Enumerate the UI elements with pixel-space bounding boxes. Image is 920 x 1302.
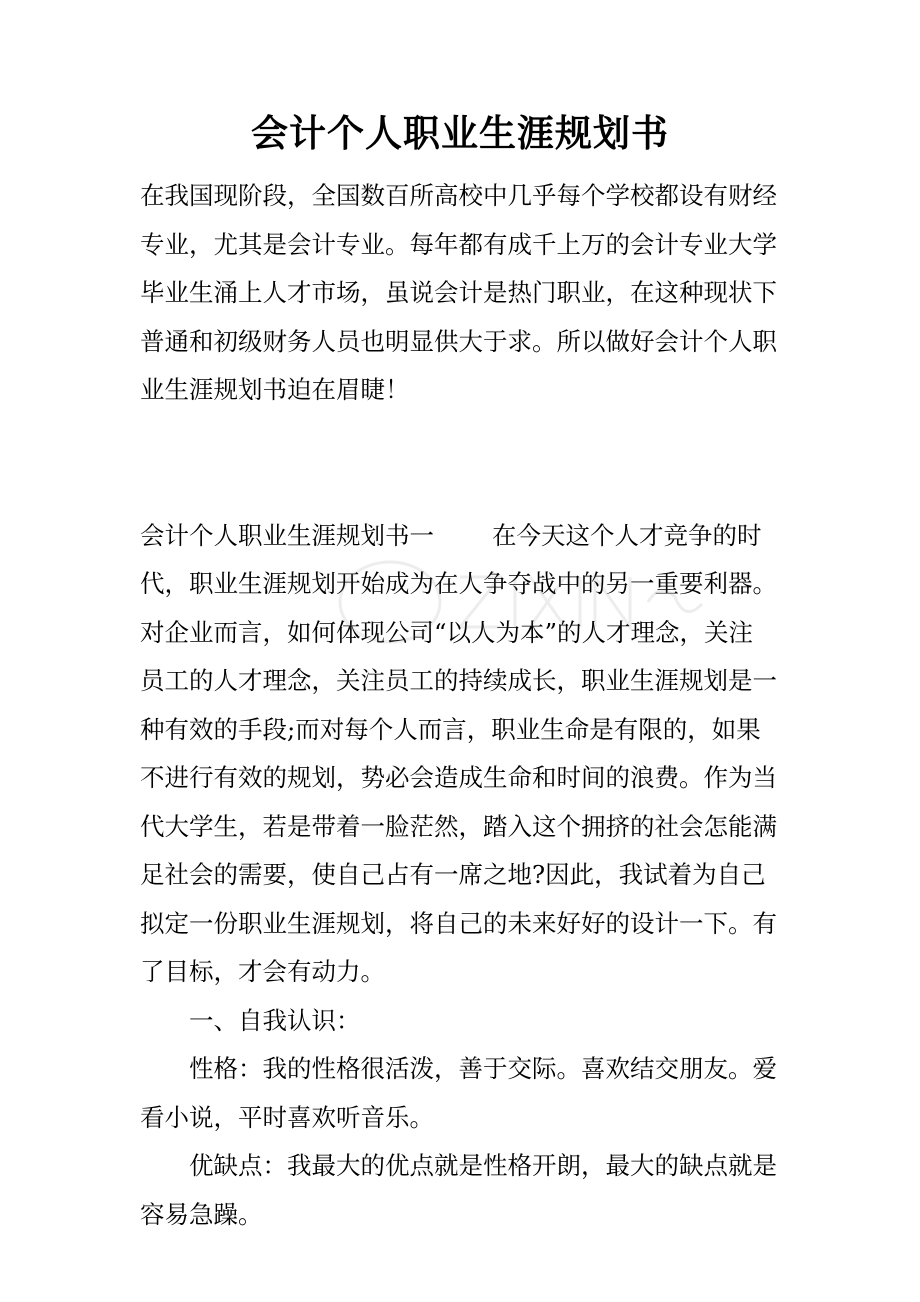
section-line: 代，职业生涯规划开始成为在人争夺战中的另一重要利器。	[140, 569, 777, 598]
personality-line	[140, 1045, 790, 1094]
pros-cons-line	[140, 1142, 790, 1191]
pros-cons-line: 容易急躁。	[140, 1199, 263, 1229]
pros-cons-text: 优缺点：我最大的优点就是性格开朗，最大的缺点就是	[189, 1151, 777, 1180]
section-line: 了目标，才会有动力。	[140, 957, 385, 986]
intro-line: 在我国现阶段，全国数百所高校中几乎每个学校都设有财经	[140, 181, 777, 210]
section-heading: 会计个人职业生涯规划书一	[140, 520, 434, 550]
document-title: 会计个人职业生涯规划书	[251, 111, 669, 155]
intro-line: 业生涯规划书迫在眉睫！	[140, 375, 410, 404]
intro-line: 专业，尤其是会计专业。每年都有成千上万的会计专业大学	[140, 229, 777, 259]
subsection-heading	[140, 997, 790, 1046]
paragraph-gap	[140, 415, 790, 512]
intro-line: 普通和初级财务人员也明显供大于求。所以做好会计个人职	[140, 326, 777, 356]
section-line: 拟定一份职业生涯规划，将自己的未来好好的设计一下。有	[140, 908, 777, 938]
personality-line: 看小说，平时喜欢听音乐。	[140, 1102, 434, 1132]
document-body	[140, 172, 790, 1239]
section-line: 员工的人才理念，关注员工的持续成长，职业生涯规划是一	[140, 666, 777, 695]
section-line: 足社会的需要，使自己占有一席之地?因此，我试着为自己	[140, 860, 766, 889]
section-line: 代大学生，若是带着一脸茫然，踏入这个拥挤的社会怎能满	[140, 811, 777, 841]
personality-text: 性格：我的性格很活泼，善于交际。喜欢结交朋友。爱	[189, 1054, 777, 1083]
intro-line: 毕业生涌上人才市场，虽说会计是热门职业，在这种现状下	[140, 278, 777, 307]
section-line: 种有效的手段;而对每个人而言，职业生命是有限的，如果	[140, 714, 761, 744]
section-first-line	[140, 512, 790, 561]
section-text: 在今天这个人才竞争的时	[492, 520, 762, 550]
section-line: 对企业而言，如何体现公司“以人为本”的人才理念，关注	[140, 617, 754, 647]
subsection-heading-text: 一、自我认识：	[189, 1005, 361, 1035]
section-line: 不进行有效的规划，势必会造成生命和时间的浪费。作为当	[140, 763, 777, 792]
